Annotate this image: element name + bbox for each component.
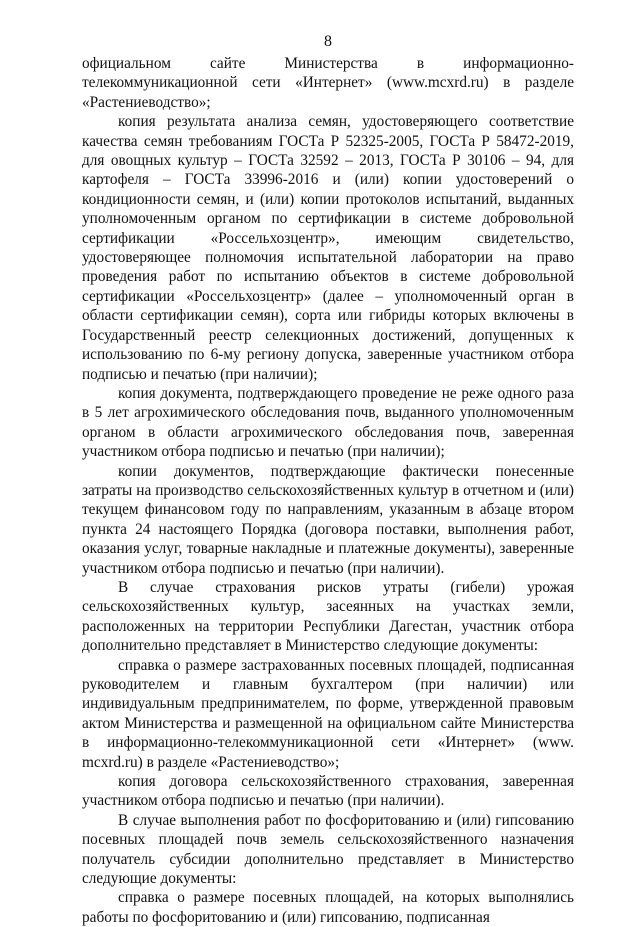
document-body <box>82 54 574 927</box>
paragraph-insurance-contract: копия договора сельскохозяйственного страхования, заверенная участником отбора подписью и печатью (при наличии). <box>82 773 574 810</box>
paragraph-cost-documents: копии документов, подтверждающие фактически понесенные затраты на производство сельскохозяйственных культур в отчетном и (или) текущем финансовом году по направлениям, указанным в абзаце втором пункта 24 настоящего Порядка (договора поставки, выполнения работ, оказания услуг, товарные накладные и платежные документы), заверенные участником отбора подписью и печатью (при наличии). <box>82 462 574 577</box>
page-number: 8 <box>324 33 332 50</box>
paragraph-continuation: официальном сайте Министерства в информационно-телекоммуникационной сети «Интернет» (www.mcxrd.ru) в разделе «Растениеводство»; <box>82 55 574 111</box>
paragraph-sown-area-certificate: справка о размере посевных площадей, на которых выполнялись работы по фосфоритованию и (или) гипсованию, подписанная <box>82 889 574 926</box>
paragraph-agrochemical-survey: копия документа, подтверждающего проведение не реже одного раза в 5 лет агрохимического обследования почв, выданного уполномоченным органом в области агрохимического обследования почв, заверенная участником отбора подписью и печатью (при наличии); <box>82 384 574 461</box>
paragraph-phosphoritization-case: В случае выполнения работ по фосфоритованию и (или) гипсованию посевных площадей почв земель сельскохозяйственного назначения получатель субсидии дополнительно представляет в Министерство следующие документы: <box>82 811 574 888</box>
paragraph-insurance-case: В случае страхования рисков утраты (гибели) урожая сельскохозяйственных культур, засеянных на участках земли, расположенных на территории Республики Дагестан, участник отбора дополнительно представляет в Министерство следующие документы: <box>82 578 574 655</box>
paragraph-seed-analysis: копия результата анализа семян, удостоверяющего соответствие качества семян требованиям ГОСТа Р 52325-2005, ГОСТа Р 58472-2019, для овощных культур – ГОСТа 32592 – 2013, ГОСТа Р 30106 – 94, для картофеля – ГОСТа 33996-2016 и (или) копии удостоверений о кондиционности семян, и (или) копии протоколов испытаний, выданных уполномоченным органом по сертификации в системе добровольной сертификации «Россельхозцентр», имеющим свидетельство, удостоверяющее полномочия испытательной лаборатории на право проведения работ по испытанию объектов в системе добровольной сертификации «Россельхозцентр» (далее – уполномоченный орган в области сертификации семян), сорта или гибриды которых включены в Государственный реестр селекционных достижений, допущенных к использованию по 6-му региону допуска, заверенные участником отбора подписью и печатью (при наличии); <box>82 113 574 383</box>
paragraph-insured-area-certificate: справка о размере застрахованных посевных площадей, подписанная руководителем и главным бухгалтером (при наличии) или индивидуальным предпринимателем, по форме, утвержденной правовым актом Министерства и размещенной на официальном сайте Министерства в информационно-телекоммуникационной сети «Интернет» (www. mcxrd.ru) в разделе «Растениеводство»; <box>82 656 574 771</box>
